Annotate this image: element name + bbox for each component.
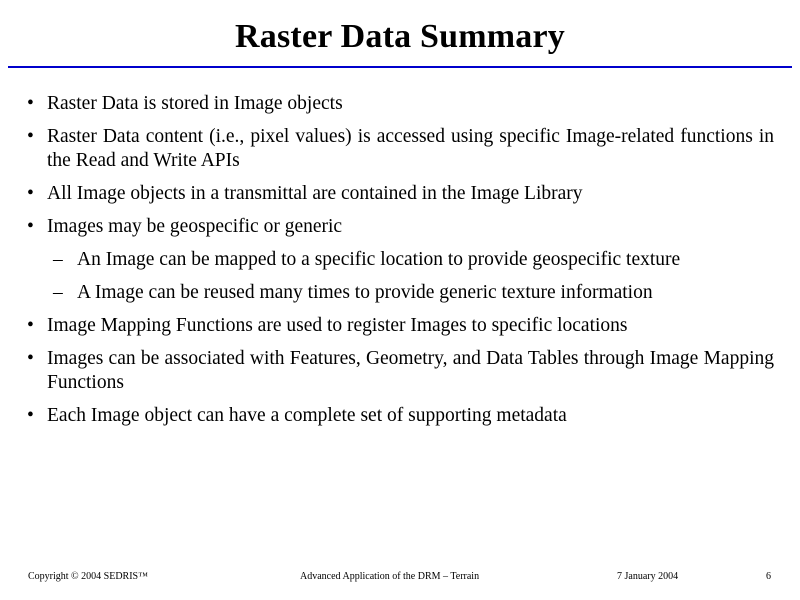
bullet-text: All Image objects in a transmittal are contained in the Image Library xyxy=(47,183,583,204)
bullet-item xyxy=(26,404,774,428)
sub-bullet-text: A Image can be reused many times to provide generic texture information xyxy=(77,282,653,303)
footer-date: 7 January 2004 xyxy=(617,571,679,582)
bullet-text: Images may be geospecific or generic xyxy=(47,216,343,237)
bullet-text: Each Image object can have a complete set of supporting metadata xyxy=(47,405,567,426)
sub-bullet-item xyxy=(26,248,774,272)
bullet-dot-icon: • xyxy=(27,216,34,237)
bullet-item xyxy=(26,347,774,395)
slide-footer xyxy=(0,571,800,587)
bullet-item xyxy=(26,182,774,206)
page-number: 6 xyxy=(766,571,771,582)
slide-title: Raster Data Summary xyxy=(235,18,565,55)
bullet-dot-icon: • xyxy=(27,315,34,336)
footer-copyright: Copyright © 2004 SEDRIS™ xyxy=(28,571,148,582)
bullet-dot-icon: • xyxy=(27,93,34,114)
dash-icon: – xyxy=(53,249,63,270)
bullet-item xyxy=(26,125,774,173)
bullet-dot-icon: • xyxy=(27,126,34,147)
bullet-text: Images can be associated with Features, Geometry, and Data Tables through Image Mapping Functions xyxy=(47,348,774,393)
bullet-dot-icon: • xyxy=(27,348,34,369)
footer-presentation-title: Advanced Application of the DRM – Terrain xyxy=(300,571,480,582)
bullet-item xyxy=(26,314,774,338)
bullet-dot-icon: • xyxy=(27,183,34,204)
sub-bullet-text: An Image can be mapped to a specific location to provide geospecific texture xyxy=(77,249,681,270)
bullet-text: Image Mapping Functions are used to register Images to specific locations xyxy=(47,315,628,336)
bullet-text: Raster Data is stored in Image objects xyxy=(47,93,343,114)
title-divider xyxy=(8,66,792,68)
dash-icon: – xyxy=(53,282,63,303)
bullet-text: Raster Data content (i.e., pixel values) is accessed using specific Image-related functions in the Read and Write APIs xyxy=(47,126,774,171)
sub-bullet-item xyxy=(26,281,774,305)
bullet-item xyxy=(26,215,774,239)
bullet-item xyxy=(26,92,774,116)
bullet-list xyxy=(26,92,774,437)
bullet-dot-icon: • xyxy=(27,405,34,426)
